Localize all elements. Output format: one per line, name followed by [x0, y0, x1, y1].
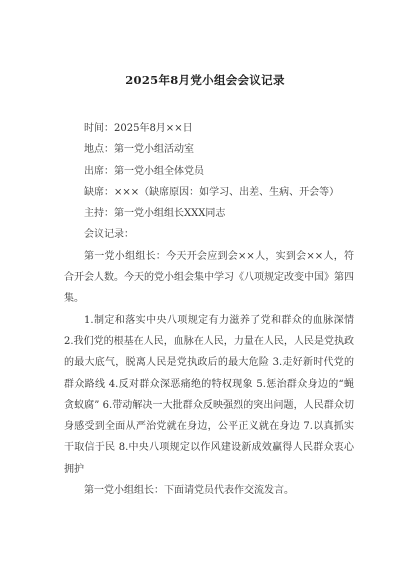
meeting-host: 主持：第一党小组组长XXX同志 [84, 208, 226, 220]
record-label: 会议记录： [84, 229, 134, 241]
paragraph-exchange: 第一党小组组长：下面请党员代表作交流发言。 [84, 485, 294, 497]
paragraph-opening: 第一党小组组长：今天开会应到会××人，实到会××人，符合开会人数。今天的党小组会集中学习《八项规定改变中国》第四集。 [64, 250, 354, 305]
meeting-time: 时间：2025年8月××日 [84, 123, 193, 134]
meeting-location: 地点：第一党小组活动室 [84, 144, 194, 156]
document-body [64, 118, 354, 501]
document-title: 2025年8月党小组会会议记录 [125, 73, 285, 87]
meeting-absent: 缺席：×××（缺席原因：如学习、出差、生病、开会等） [84, 186, 340, 198]
paragraph-study-points: 1.制定和落实中央八项规定有力滋养了党和群众的血脉深情 2.我们党的根基在人民，血脉在人民，力量在人民，人民是党执政的最大底气，脱离人民是党执政后的最大危险 3.走好新时代党的群众路线 4.反对群众深恶痛绝的特权现象 5.惩治群众身边的“蝇贪蚁腐” 6.带动解决一大批群众反映强烈的突出问题，人民群众切身感受到全面从严治党就在身边，公平正义就在身边 7.以真抓实干取信于民 8.中央八项规定以作风建设新成效赢得人民群众衷心拥护 [64, 314, 354, 475]
meeting-attendees: 出席：第一党小组全体党员 [84, 165, 204, 177]
